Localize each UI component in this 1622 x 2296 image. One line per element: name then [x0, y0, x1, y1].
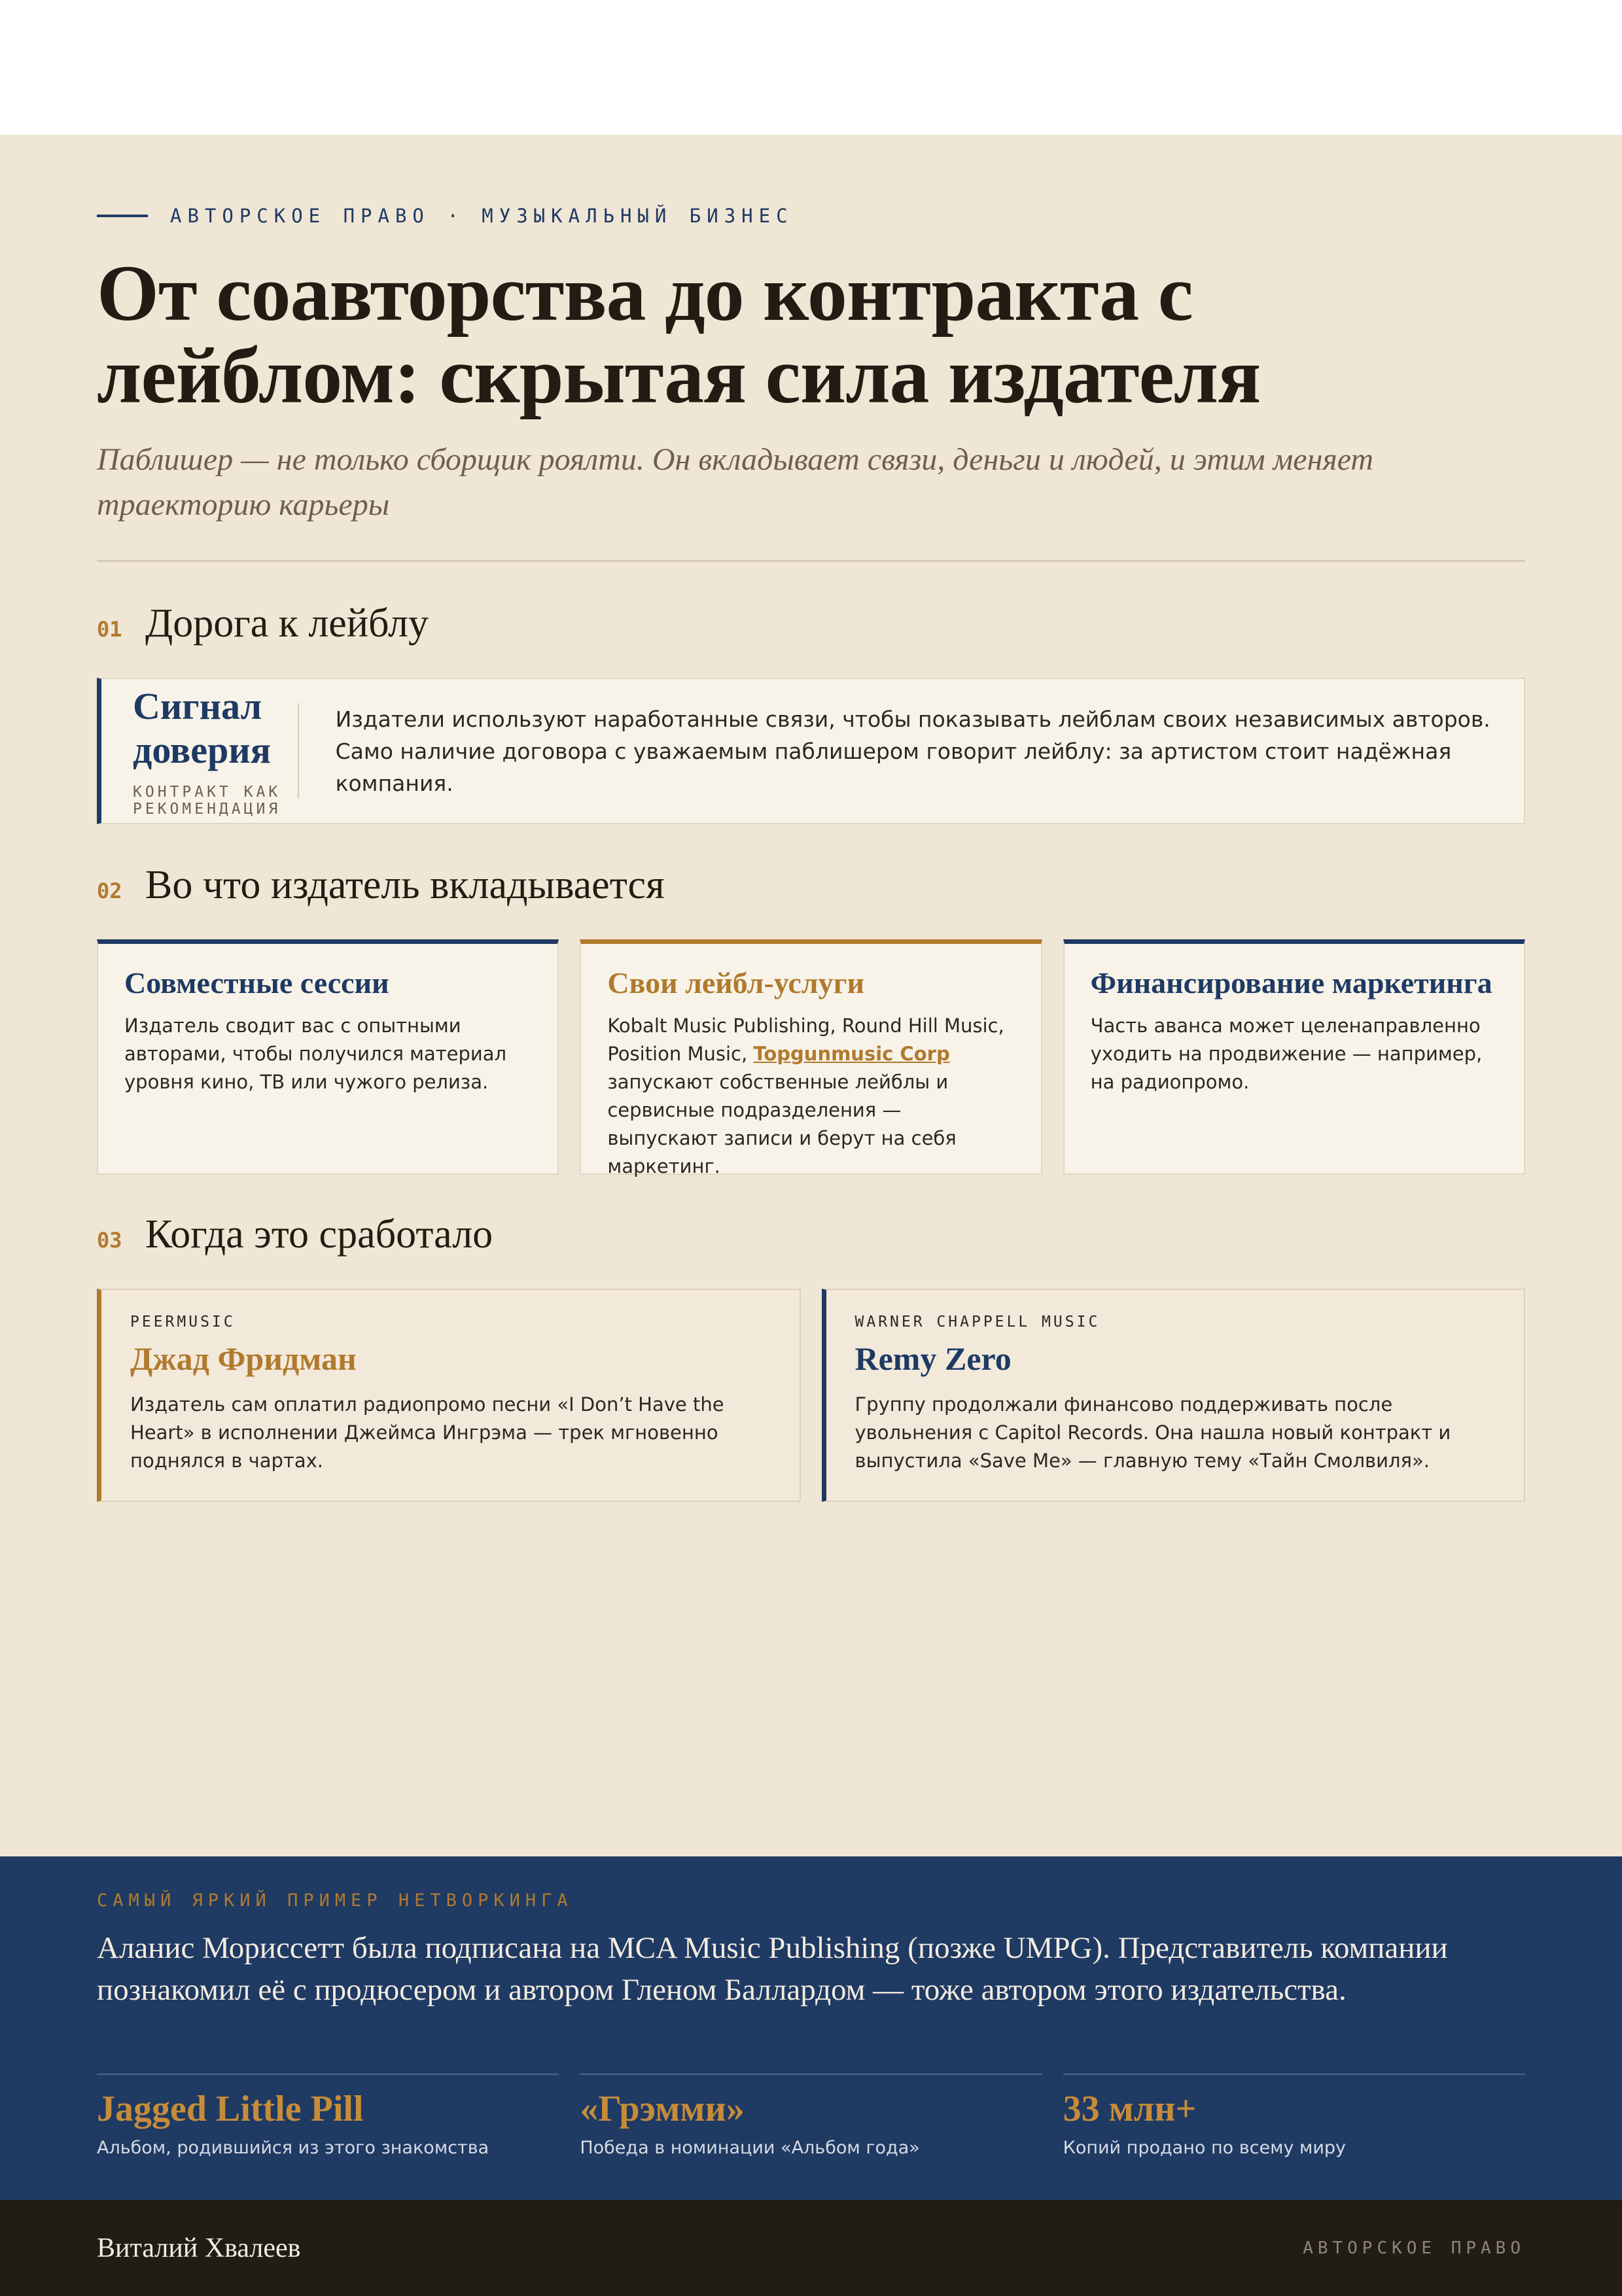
- case-text: Группу продолжали финансово поддерживать после увольнения с Capitol Records. Она нашла новый контракт и выпустила «Save Me» — главную тему «Тайн Смолвиля».: [855, 1393, 1451, 1472]
- card-text: [607, 1012, 1014, 1181]
- card-text: Часть аванса может целенаправленно уходить на продвижение — например, на радиопромо.: [1090, 1015, 1483, 1093]
- section-heading-3: [97, 1211, 1525, 1264]
- case-warner-chappell: [822, 1289, 1526, 1502]
- eyebrow-text: АВТОРСКОЕ ПРАВО · МУЗЫКАЛЬНЫЙ БИЗНЕС: [170, 205, 794, 227]
- topgunmusic-link[interactable]: Topgunmusic Corp: [753, 1043, 950, 1065]
- eyebrow: [97, 203, 1525, 229]
- card-title: Свои лейбл-услуги: [607, 966, 864, 1000]
- case-label: WARNER CHAPPELL MUSIC: [855, 1313, 1101, 1331]
- trust-subtitle: КОНТРАКТ КАК РЕКОМЕНДАЦИЯ: [133, 784, 281, 818]
- section-number: 03: [97, 1228, 122, 1253]
- card-text: Издатель сводит вас с опытными авторами, чтобы получился материал уровня кино, ТВ или чужого релиза.: [124, 1015, 507, 1093]
- section-heading-2: [97, 862, 1525, 914]
- eyebrow-rule: [97, 215, 148, 217]
- banner-text: Аланис Мориссетт была подписана на MCA Music Publishing (позже UMPG). Представитель компании познакомил её с продюсером и автором Гленом Баллардом — тоже автором этого издательства.: [97, 1931, 1448, 2007]
- section-title: Когда это сработало: [145, 1212, 493, 1257]
- card-joint-sessions: [97, 939, 559, 1175]
- card-marketing-funding: [1063, 939, 1525, 1175]
- case-title: Remy Zero: [855, 1340, 1012, 1377]
- banner-label: САМЫЙ ЯРКИЙ ПРИМЕР НЕТВОРКИНГА: [97, 1890, 573, 1911]
- section-heading-1: [97, 600, 1525, 653]
- case-title: Джад Фридман: [130, 1340, 357, 1377]
- trust-heading-block: [101, 685, 299, 818]
- trust-signal-box: [97, 678, 1525, 824]
- case-text: Издатель сам оплатил радиопромо песни «I Don’t Have the Heart» в исполнении Джеймса Ингрэма — трек мгновенно поднялся в чартах.: [130, 1393, 724, 1472]
- trust-text: Издатели используют наработанные связи, чтобы показывать лейблам своих независимых авторов. Само наличие договора с уважаемым паблишером говорит лейблу: за артистом стоит надёжная компания.: [335, 706, 1490, 796]
- footer-tag: АВТОРСКОЕ ПРАВО: [1303, 2238, 1525, 2258]
- stat-value: Jagged Little Pill: [97, 2089, 364, 2129]
- case-label: PEERMUSIC: [130, 1313, 236, 1331]
- footer: [0, 2200, 1622, 2296]
- section-title: Во что издатель вкладывается: [145, 863, 665, 907]
- card-title: Финансирование маркетинга: [1090, 966, 1492, 1000]
- author-name: Виталий Хвалеев: [97, 2233, 301, 2263]
- investment-cards: [97, 939, 1525, 1175]
- card-title: Совместные сессии: [124, 966, 389, 1000]
- section-number: 01: [97, 617, 122, 642]
- networking-banner: [0, 1856, 1622, 2200]
- stat-value: 33 млн+: [1063, 2089, 1197, 2129]
- card-text-before: Kobalt Music Publishing, Round Hill Music, Position Music,: [607, 1015, 1004, 1065]
- trust-title: Сигнал доверия: [133, 685, 272, 771]
- card-text-after: запускают собственные лейблы и сервисные подразделения — выпускают записи и берут на себя маркетинг.: [607, 1071, 957, 1177]
- section-title: Дорога к лейблу: [145, 601, 429, 646]
- stat-caption: Альбом, родившийся из этого знакомства: [97, 2138, 489, 2158]
- case-cards: [97, 1289, 1525, 1502]
- stat-sales: [1063, 2074, 1525, 2158]
- page-title: От соавторства до контракта с лейблом: скрытая сила издателя: [97, 249, 1261, 420]
- stat-value: «Грэмми»: [580, 2089, 745, 2129]
- article-page: [0, 135, 1622, 2263]
- stat-grammy: [580, 2074, 1042, 2158]
- stat-caption: Победа в номинации «Альбом года»: [580, 2138, 920, 2158]
- stat-caption: Копий продано по всему миру: [1063, 2138, 1347, 2158]
- card-label-services: [580, 939, 1042, 1175]
- footer-row: [97, 2200, 1525, 2296]
- case-peermusic: [97, 1289, 801, 1502]
- stat-album: [97, 2074, 559, 2158]
- section-number: 02: [97, 878, 122, 903]
- page-subtitle: Паблишер — не только сборщик роялти. Он вкладывает связи, деньги и людей, и этим меняет траекторию карьеры: [97, 442, 1374, 522]
- divider: [97, 560, 1525, 562]
- banner-stats: [97, 2074, 1525, 2158]
